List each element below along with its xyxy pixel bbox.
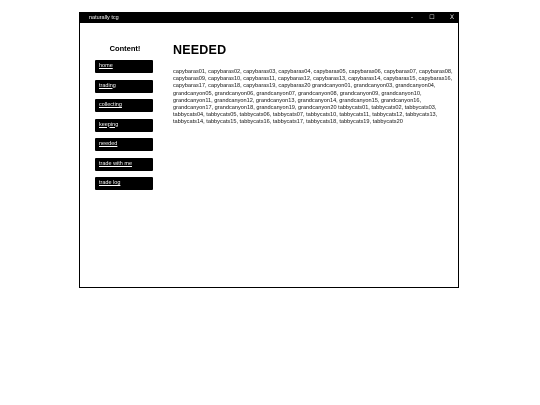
sidebar bbox=[95, 43, 155, 197]
nav-item-trade-log[interactable] bbox=[95, 177, 153, 190]
window-title: naturally tcg bbox=[89, 15, 119, 21]
app-window bbox=[79, 12, 459, 288]
close-button[interactable]: X bbox=[449, 15, 454, 21]
sidebar-heading: Content! bbox=[109, 44, 141, 53]
nav-item-label[interactable]: trade log bbox=[99, 180, 121, 186]
nav-item-label[interactable]: trade with me bbox=[99, 160, 133, 167]
needed-cards-list: capybaras01, capybaras02, capybaras03, capybaras04, capybaras05, capybaras06, capybaras07, capybaras08, capybaras09, capybaras10, capybaras11, capybaras12, capybaras13, capybaras14, capybaras15, capybaras16, capybaras17, capybaras18, capybaras19, capybaras20 grandcanyon01, grandcanyon03, grandcanyon04, grandcanyon05, grandcanyon06, grandcanyon07, grandcanyon08, grandcanyon09, grandcanyon10, grandcanyon11, grandcanyon12, grandcanyon13, grandcanyon14, grandcanyon15, grandcanyon16, grandcanyon17, grandcanyon18, grandcanyon19, grandcanyon20 tabbycats01, tabbycats02, tabbycats03, tabbycats04, tabbycats05, tabbycats06, tabbycats07, tabbycats10, tabbycats11, tabbycats12, tabbycats13, tabbycats14, tabbycats15, tabbycats16, tabbycats17, tabbycats18, tabbycats19, tabbycats20 bbox=[173, 69, 453, 126]
nav-item-label[interactable]: trading bbox=[99, 82, 116, 89]
nav-item-label[interactable]: needed bbox=[99, 141, 118, 147]
nav-item-label[interactable]: collecting bbox=[99, 102, 122, 108]
nav-item-home[interactable] bbox=[95, 60, 153, 73]
nav-item-trading[interactable] bbox=[95, 80, 153, 93]
nav-item-keeping[interactable] bbox=[95, 119, 153, 132]
nav-item-label[interactable]: keeping bbox=[99, 121, 119, 128]
nav-item-trade-with-me[interactable] bbox=[95, 158, 153, 171]
maximize-button[interactable]: ☐ bbox=[429, 15, 435, 21]
page-title: NEEDED bbox=[173, 43, 227, 57]
nav-item-collecting[interactable] bbox=[95, 99, 153, 112]
main-content bbox=[173, 43, 453, 127]
nav-item-label[interactable]: home bbox=[99, 63, 113, 69]
nav-item-needed[interactable] bbox=[95, 138, 153, 151]
minimize-button[interactable]: - bbox=[411, 15, 413, 21]
title-bar[interactable] bbox=[80, 13, 458, 23]
